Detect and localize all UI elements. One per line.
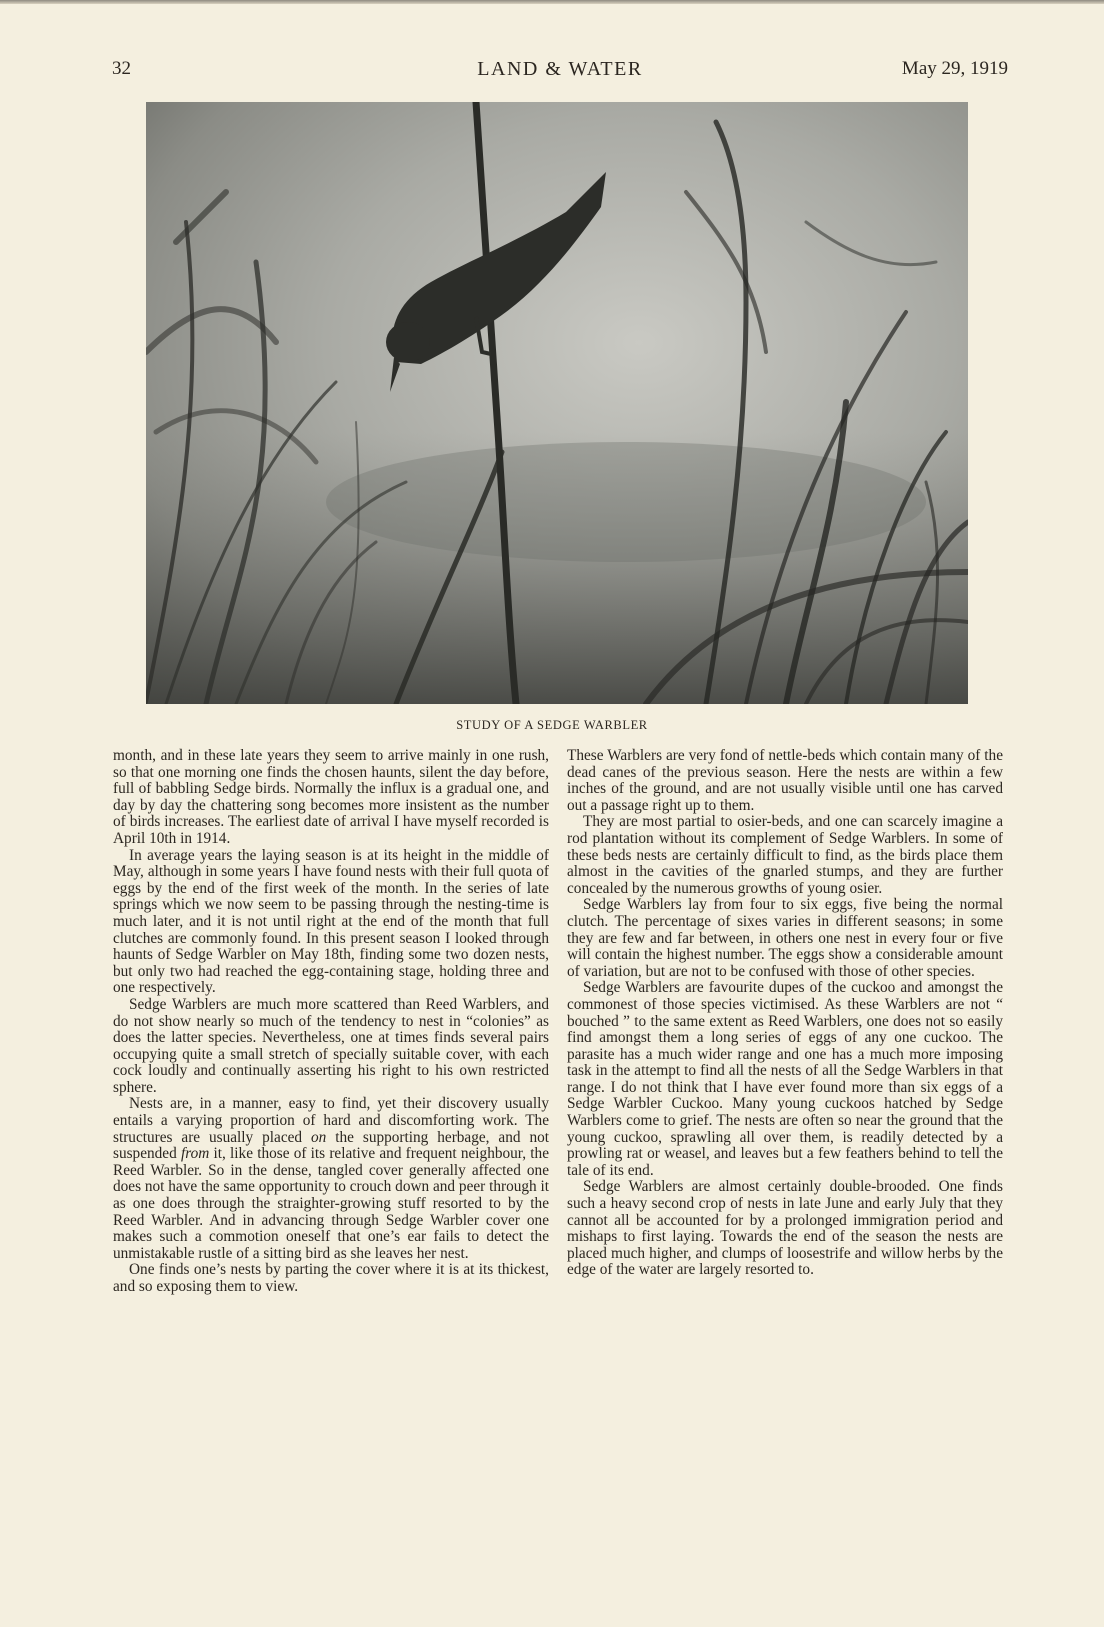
text-run: Sedge Warblers are almost certainly double-brooded. One finds such a heavy second crop of nests in late June and early July that they cannot all be accounted for by a prolonged immigration period and mishaps to first laying. Towards the end of the season the nests are placed much higher, and clumps of loosestrife and willow herbs by the edge of the water are largely resorted to. [567, 1178, 1003, 1279]
emphasis-text: from [180, 1145, 210, 1163]
text-run: One finds one’s nests by parting the cover where it is at its thickest, and so exposing them to view. [113, 1261, 549, 1295]
photo-caption: STUDY OF A SEDGE WARBLER [456, 718, 648, 732]
text-run: In average years the laying season is at its height in the middle of May, although in some years I have found nests with their full quota of eggs by the end of the first week of the month. In the series of late springs which we now seem to be passing through the nesting-time is much later, and it is not until right at the end of the month that full clutches are commonly found. In this present season I looked through haunts of Sedge Warbler on May 18th, finding some two dozen nests, but only two had reached the egg-containing stage, holding three and one respectively. [113, 846, 549, 997]
text-run: Sedge Warblers lay from four to six eggs, five being the normal clutch. The percentage of sixes varies in different seasons; in some they are few and far between, in others one nest in every four or five will contain the highest number. The eggs show a considerable amount of variation, but are not to be confused with those of other species. [567, 896, 1003, 980]
article-paragraph [567, 814, 1003, 897]
article-paragraph [567, 897, 1003, 980]
photo-illustration [146, 102, 968, 704]
text-run: Sedge Warblers are much more scattered than Reed Warblers, and do not show nearly so much of the tendency to nest in “colonies” as does the latter species. Nevertheless, one at times finds several pairs occupying quite a small stretch of specially suitable cover, with each cock loudly and continually asserting his right to his own restricted sphere. [113, 995, 549, 1096]
page-top-edge [0, 0, 1104, 4]
page-number: 32 [112, 58, 131, 79]
page-header [112, 58, 1008, 88]
article-column-right [567, 748, 1003, 1279]
article-paragraph [113, 1096, 549, 1262]
text-run: They are most partial to osier-beds, and one can scarcely imagine a rod plantation without its complement of Sedge Warblers. In some of these beds nests are certainly difficult to find, as the birds place them almost in the cavities of the gnarled stumps, and they are further concealed by the numerous growths of young osier. [567, 813, 1003, 897]
article-column-left [113, 748, 549, 1296]
text-run: Sedge Warblers are favourite dupes of the cuckoo and amongst the commonest of those species victimised. As these Warblers are not “ bouched ” to the same extent as Reed Warblers, one does not so easily find amongst them a long series of eggs of any one cuckoo. The parasite has a much wider range and one has a much more imposing task in the attempt to find all the nests of all the Sedge Warblers in that range. I do not think that I have ever found more than six eggs of a Sedge Warbler Cuckoo. Many young cuckoos hatched by Sedge Warblers come to grief. The nests are often so near the ground that the young cuckoo, sprawling all over them, is readily detected by a prowling rat or weasel, and leaves but a few feathers behind to tell the tale of its end. [567, 979, 1003, 1179]
article-paragraph-continued [567, 748, 1003, 814]
article-paragraph [113, 1262, 549, 1295]
sedge-warbler-photo [146, 102, 968, 704]
text-run: month, and in these late years they seem to arrive mainly in one rush, so that one morning one finds the chosen haunts, silent the day before, full of babbling Sedge birds. Normally the influx is a gradual one, and day by day the chattering song becomes more insistent as the number of birds increases. The earliest date of arrival I have myself recorded is April 10th in 1914. [113, 747, 549, 847]
text-run: These Warblers are very fond of nettle-beds which contain many of the dead canes of the previous season. Here the nests are within a few inches of the ground, and are not usually visible until one has carved out a passage right up to them. [567, 747, 1003, 814]
magazine-title: LAND & WATER [477, 58, 643, 80]
article-paragraph [567, 1179, 1003, 1279]
article-paragraph-continued [113, 748, 549, 848]
text-run: the supporting herbage, and not suspended [113, 1128, 549, 1163]
article-paragraph [113, 848, 549, 997]
text-run: Nests are, in a manner, easy to find, yet their discovery usually entails a varying proportion of hard and discomforting work. The structures are usually placed [113, 1095, 549, 1146]
article-paragraph [567, 980, 1003, 1179]
article-paragraph [113, 997, 549, 1097]
emphasis-text: on [311, 1128, 327, 1146]
issue-date: May 29, 1919 [901, 58, 1008, 79]
text-run: it, like those of its relative and frequent neighbour, the Reed Warbler. So in the dense, tangled cover generally affected one does not have the same opportunity to crouch down and peer through it as one does through the straighter-growing stuff resorted to by the Reed Warbler. And in advancing through Sedge Warbler cover one makes such a commotion oneself that one’s ear fails to detect the unmistakable rustle of a sitting bird as she leaves her nest. [113, 1145, 549, 1262]
